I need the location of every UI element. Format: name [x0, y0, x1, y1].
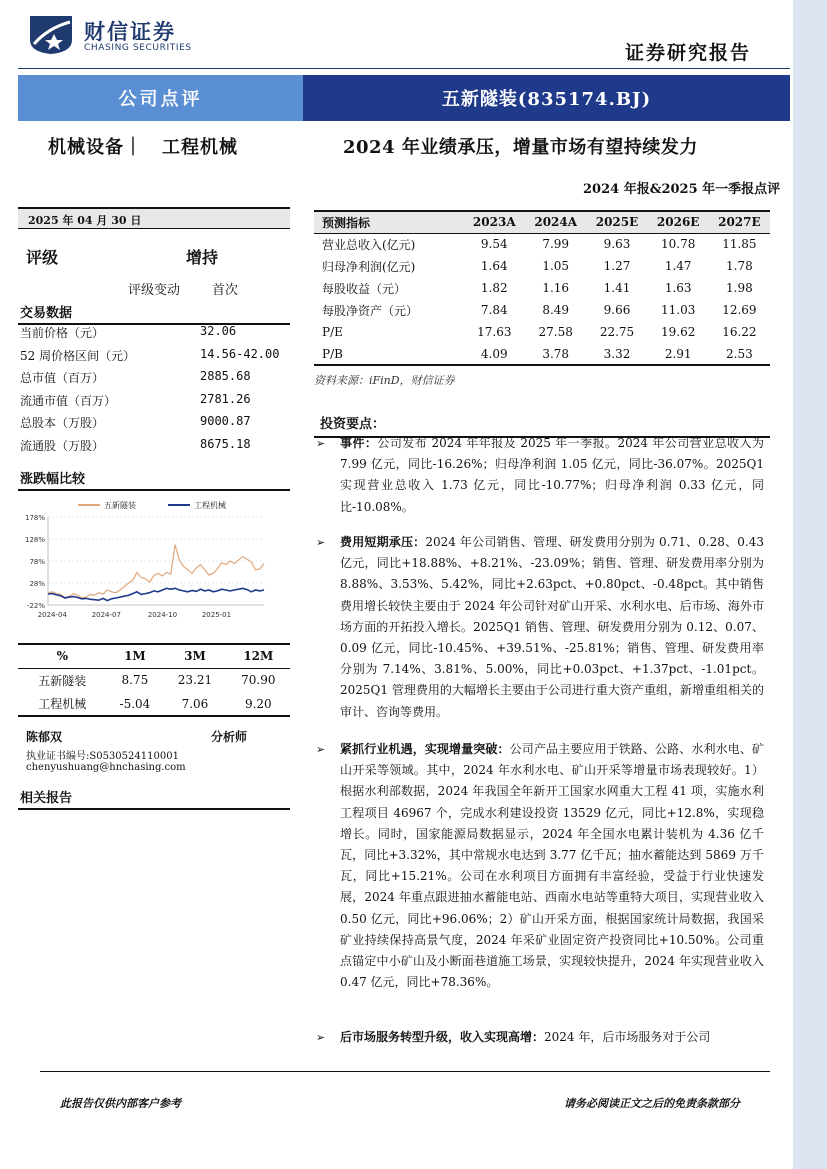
forecast-cell: 19.62 — [661, 325, 696, 339]
forecast-source: 资料来源：iFinD，财信证券 — [314, 374, 455, 387]
chart-y-tick-label: -22% — [26, 602, 45, 610]
forecast-cell: 3.78 — [525, 343, 586, 365]
forecast-cell: 1.82 — [480, 281, 508, 295]
forecast-cell: 10.78 — [661, 237, 696, 252]
performance-cell: 23.21 — [177, 673, 213, 688]
analyst-name: 陈郁双 — [26, 730, 63, 744]
trade-data-row — [20, 437, 288, 459]
trade-data-key: 52 周价格区间（元） — [20, 348, 136, 363]
rating-change-value: 首次 — [212, 283, 239, 298]
chart-x-tick-label: 2024-10 — [147, 611, 178, 619]
trade-data-key: 当前价格（元） — [20, 326, 105, 340]
forecast-cell: 归母净利润(亿元) — [322, 259, 416, 274]
forecast-cell: 4.09 — [464, 343, 525, 365]
trade-data-row — [20, 324, 288, 346]
rating-change-label: 评级变动 — [128, 283, 181, 298]
forecast-cell: 1.41 — [603, 281, 631, 295]
report-date: 2025 年 04 月 30 日 — [18, 207, 290, 229]
report-type: 证券研究报告 — [625, 42, 752, 64]
forecast-row — [314, 233, 770, 255]
bullet-text: 2024 年公司销售、管理、研发费用分别为 0.71、0.28、0.43 亿元，同比+18.88%、+8.21%、-23.09%；销售、管理、研发费用率分别为 8.88%、3.53%、5.42%，同比+2.63pct、+0.80pct、-0.48pct。其中销售费用增长较快主要由于 2024 年公司针对矿山开采、水利水电、后市场、海外市场方面的开拓投入增长。2025Q1 销售、管理、研发费用分别为 0.12、0.07、0.09 亿元，同比-10.45%、+39.51%、-25.81%；销售、管理、研发费用率分别为 7.14%、3.81%、5.00%，同比+0.03pct、+1.37pct、-1.01pct。2025Q1 管理费用的大幅增长主要由于公司进行重大资产重组，新增重组相关的审计、咨询等费用。 — [340, 535, 764, 719]
performance-cell: 7.06 — [163, 692, 226, 716]
arrow-bullet-icon: ➢ — [316, 743, 326, 756]
forecast-cell: 每股收益（元） — [322, 281, 407, 296]
chart-y-tick-label: 178% — [24, 514, 45, 522]
trade-data-key: 流通市值（百万） — [20, 393, 117, 408]
bullet-lead: 紧抓行业机遇，实现增量突破： — [340, 742, 510, 756]
logo-english: CHASING SECURITIES — [84, 43, 192, 53]
forecast-cell: 营业总收入(亿元) — [322, 237, 416, 252]
forecast-cell: 7.99 — [542, 237, 570, 252]
forecast-cell: 12.69 — [722, 303, 757, 317]
forecast-cell: 每股净资产（元） — [322, 303, 419, 318]
trade-data-value: 14.56-42.00 — [200, 346, 280, 361]
performance-cell: 五新隧装 — [38, 673, 87, 688]
forecast-cell: 1.78 — [726, 259, 753, 273]
chart-y-tick-label: 78% — [29, 558, 45, 566]
trade-data-key: 流通股（万股） — [20, 438, 105, 453]
chart-y-tick-label: 28% — [29, 580, 45, 588]
analyst-certificate: 执业证书编号:S0530524110001 — [26, 751, 179, 762]
trade-data-row — [20, 392, 288, 414]
trade-data-key: 总市值（百万） — [20, 371, 105, 385]
forecast-cell: 1.63 — [664, 281, 692, 295]
bullet-lead: 费用短期承压： — [340, 535, 426, 549]
forecast-cell: 16.22 — [722, 325, 757, 339]
performance-row — [18, 692, 290, 716]
forecast-cell: 11.03 — [661, 303, 696, 317]
trade-data-title: 交易数据 — [18, 302, 290, 325]
logo-chinese: 财信证券 — [84, 20, 176, 44]
trade-data-row — [20, 347, 288, 369]
bullet-text: 公司发布 2024 年年报及 2025 年一季报。2024 年公司营业总收入为 7.99 亿元，同比-16.26%；归母净利润 1.05 亿元，同比-36.07%。2025Q1 实现营业总收入 1.73 亿元，同比-10.77%；归母净利润 0.33 亿元，同比-10.08%。 — [340, 436, 764, 514]
performance-header-cell: % — [18, 644, 107, 668]
performance-chart-title: 涨跌幅比较 — [18, 468, 290, 491]
chart-series-line — [48, 588, 264, 600]
forecast-cell: 1.47 — [664, 259, 692, 273]
performance-line-chart — [18, 495, 290, 627]
performance-cell: 8.75 — [121, 673, 149, 688]
forecast-cell: 1.16 — [542, 281, 570, 295]
chart-x-tick-label: 2024-04 — [37, 611, 67, 619]
forecast-header-cell: 2027E — [709, 211, 770, 233]
investment-bullet — [316, 532, 764, 723]
forecast-cell: 1.05 — [542, 259, 570, 273]
arrow-bullet-icon: ➢ — [316, 536, 326, 549]
chart-x-tick-label: 2025-01 — [201, 611, 232, 619]
analyst-email[interactable]: chenyushuang@hnchasing.com — [26, 762, 186, 773]
forecast-cell: 8.49 — [542, 303, 570, 317]
forecast-cell: 1.27 — [603, 259, 631, 273]
trade-data-value: 2781.26 — [200, 391, 251, 406]
forecast-row — [314, 255, 770, 277]
forecast-cell: 22.75 — [599, 325, 635, 339]
chart-x-tick-label: 2024-07 — [91, 611, 121, 619]
rating-label: 评级 — [26, 248, 59, 267]
forecast-cell: 17.63 — [477, 325, 512, 339]
trade-data-row — [20, 414, 288, 436]
forecast-cell: P/B — [314, 343, 464, 365]
performance-header-cell: 12M — [227, 644, 290, 668]
subheadline: 2024 年报&2025 年一季报点评 — [583, 182, 781, 197]
arrow-bullet-icon: ➢ — [316, 1031, 326, 1044]
forecast-header-cell: 预测指标 — [314, 211, 464, 233]
footer-left-note: 此报告仅供内部客户参考 — [60, 1097, 181, 1110]
arrow-bullet-icon: ➢ — [316, 437, 326, 450]
performance-cell: -5.04 — [107, 692, 164, 716]
company-band: 五新隧装(835174.BJ) — [303, 75, 790, 121]
performance-row — [18, 668, 290, 692]
trade-data-key: 总股本（万股） — [20, 416, 105, 430]
investment-bullet — [316, 433, 764, 518]
forecast-cell: 2.53 — [709, 343, 770, 365]
forecast-row — [314, 343, 770, 365]
chart-legend-label: 工程机械 — [194, 501, 226, 510]
forecast-cell: 2.91 — [648, 343, 709, 365]
forecast-cell: 3.32 — [586, 343, 647, 365]
forecast-cell: 9.63 — [603, 237, 631, 252]
bullet-text: 2024 年，后市场服务对于公司 — [544, 1030, 711, 1044]
related-reports-title: 相关报告 — [18, 787, 290, 810]
rating-value: 增持 — [186, 248, 219, 267]
forecast-row — [314, 277, 770, 299]
forecast-cell: 1.98 — [726, 281, 753, 295]
investment-bullet — [316, 1027, 764, 1048]
performance-header-cell: 1M — [107, 644, 164, 668]
forecast-cell: 9.54 — [480, 237, 508, 252]
trade-data-value: 9000.87 — [200, 414, 251, 428]
forecast-table — [314, 210, 770, 366]
forecast-cell: 27.58 — [538, 325, 573, 339]
performance-table — [18, 643, 290, 717]
forecast-cell: P/E — [322, 325, 343, 339]
chasing-logo-icon — [26, 14, 76, 56]
trade-data-value: 2885.68 — [200, 369, 251, 383]
footer-divider — [40, 1071, 770, 1072]
performance-header-cell: 3M — [163, 644, 226, 668]
investment-highlights-title: 投资要点： — [314, 413, 770, 438]
forecast-row — [314, 299, 770, 321]
forecast-cell: 11.85 — [722, 237, 757, 252]
bullet-lead: 后市场服务转型升级，收入实现高增： — [340, 1030, 545, 1044]
category-band: 公司点评 — [18, 75, 303, 121]
forecast-header-cell: 2024A — [525, 211, 586, 233]
bullet-text: 公司产品主要应用于铁路、公路、水利水电、矿山开采等领域。其中，2024 年水利水电、矿山开采等增量市场表现较好。1）根据水利部数据，2024 年我国全年新开工国家水网重大工程 41 项，实施水利工程项目 46967 个，完成水利建设投资 13529 亿元，同比+12.8%，实现稳增长。同时，国家能源局数据显示，2024 年全国水电累计装机为 4.36 亿千瓦，同比+3.32%，其中常规水电达到 3.77 亿千瓦；抽水蓄能达到 5869 万千瓦，同比+15.21%。公司在水利项目方面拥有丰富经验，受益于行业快速发展，2024 年重点跟进抽水蓄能电站、西南水电站等重特大项目，实现营业收入 0.50 亿元，同比+96.06%；2）矿山开采方面，根据国家统计局数据，我国采矿业持续保持高景气度，2024 年采矿业固定资产投资同比+10.50%。公司重点锚定中小矿山及小断面巷道施工场景，实现较快提升，2024 年实现营业收入 0.47 亿元，同比+78.36%。 — [340, 742, 764, 990]
trade-data-value: 32.06 — [200, 324, 237, 338]
forecast-cell: 1.64 — [480, 259, 508, 273]
bullet-lead: 事件： — [340, 436, 378, 450]
performance-cell: 工程机械 — [18, 692, 107, 716]
analyst-role: 分析师 — [211, 730, 248, 744]
headline: 2024 年业绩承压，增量市场有望持续发力 — [343, 137, 698, 158]
industry-label: 机械设备｜ 工程机械 — [48, 137, 238, 158]
trade-data-value: 8675.18 — [200, 436, 251, 451]
forecast-header-cell: 2025E — [586, 211, 647, 233]
investment-bullet — [316, 739, 764, 993]
forecast-row — [314, 321, 770, 343]
header-divider — [18, 68, 790, 69]
chart-y-tick-label: 128% — [24, 536, 45, 544]
footer-right-note: 请务必阅读正文之后的免责条款部分 — [564, 1097, 740, 1110]
performance-cell: 70.90 — [241, 673, 276, 688]
performance-cell: 9.20 — [227, 692, 290, 716]
forecast-header-cell: 2023A — [464, 211, 525, 233]
forecast-cell: 7.84 — [480, 303, 508, 317]
side-strip — [793, 0, 827, 1169]
forecast-cell: 9.66 — [603, 303, 631, 317]
trade-data-row — [20, 369, 288, 391]
forecast-header-cell: 2026E — [648, 211, 709, 233]
chart-legend-label: 五新隧装 — [104, 501, 136, 510]
